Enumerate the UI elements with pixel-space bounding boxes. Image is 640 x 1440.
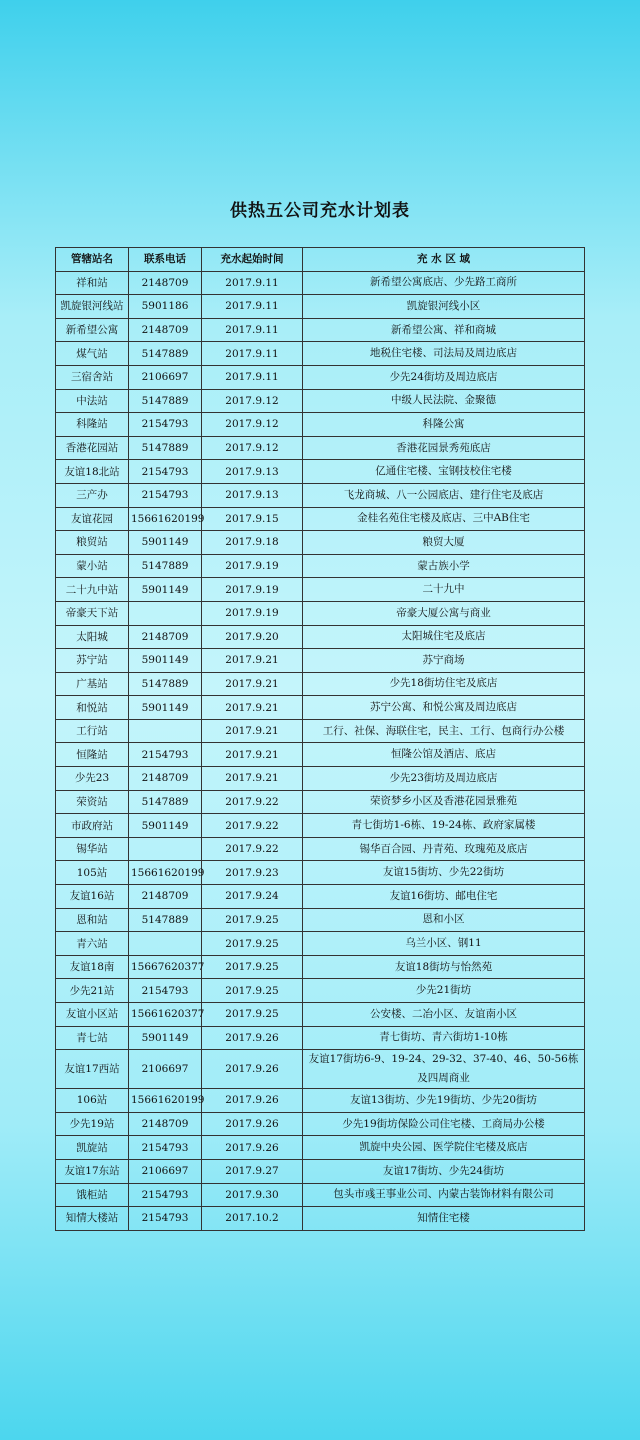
phone-cell: 2148709 <box>129 885 202 909</box>
phone-cell: 5901186 <box>129 295 202 319</box>
station-cell: 苏宁站 <box>56 649 129 673</box>
station-cell: 友谊17西站 <box>56 1050 129 1089</box>
station-cell: 友谊小区站 <box>56 1003 129 1027</box>
phone-cell: 5147889 <box>129 790 202 814</box>
table-row <box>56 743 585 767</box>
area-cell: 锡华百合园、丹青苑、玫瑰苑及底店 <box>303 837 585 861</box>
area-cell: 荣资梦乡小区及香港花园景雅苑 <box>303 790 585 814</box>
station-cell: 二十九中站 <box>56 578 129 602</box>
start-time-cell: 2017.9.25 <box>202 979 303 1003</box>
start-time-cell: 2017.9.22 <box>202 814 303 838</box>
station-cell: 香港花园站 <box>56 436 129 460</box>
station-cell: 106站 <box>56 1089 129 1113</box>
start-time-cell: 2017.9.26 <box>202 1050 303 1089</box>
phone-cell: 5901149 <box>129 578 202 602</box>
start-time-cell: 2017.9.26 <box>202 1089 303 1113</box>
station-cell: 广基站 <box>56 672 129 696</box>
phone-cell: 2148709 <box>129 271 202 295</box>
phone-cell <box>129 719 202 743</box>
station-cell: 少先23 <box>56 767 129 791</box>
table-row <box>56 1112 585 1136</box>
area-cell: 蒙古族小学 <box>303 554 585 578</box>
area-cell: 少先21街坊 <box>303 979 585 1003</box>
area-cell: 青七街坊1-6栋、19-24栋、政府家属楼 <box>303 814 585 838</box>
table-row <box>56 625 585 649</box>
start-time-cell: 2017.9.19 <box>202 601 303 625</box>
area-cell: 亿通住宅楼、宝钢技校住宅楼 <box>303 460 585 484</box>
header-station: 管辖站名 <box>56 248 129 272</box>
table-row <box>56 413 585 437</box>
table-row <box>56 578 585 602</box>
area-cell: 恩和小区 <box>303 908 585 932</box>
area-cell: 凯旋中央公园、医学院住宅楼及底店 <box>303 1136 585 1160</box>
phone-cell <box>129 932 202 956</box>
phone-cell: 5901149 <box>129 649 202 673</box>
table-row <box>56 271 585 295</box>
table-row <box>56 932 585 956</box>
table-row <box>56 861 585 885</box>
plan-table <box>55 247 585 1231</box>
station-cell: 新希望公寓 <box>56 318 129 342</box>
table-row <box>56 554 585 578</box>
area-cell: 科隆公寓 <box>303 413 585 437</box>
start-time-cell: 2017.9.11 <box>202 318 303 342</box>
phone-cell: 5147889 <box>129 554 202 578</box>
station-cell: 少先21站 <box>56 979 129 1003</box>
start-time-cell: 2017.9.25 <box>202 1003 303 1027</box>
station-cell: 青七站 <box>56 1026 129 1050</box>
station-cell: 粮贸站 <box>56 531 129 555</box>
area-cell: 少先23街坊及周边底店 <box>303 767 585 791</box>
start-time-cell: 2017.9.26 <box>202 1026 303 1050</box>
table-row <box>56 955 585 979</box>
station-cell: 恩和站 <box>56 908 129 932</box>
area-cell: 包头市彧王事业公司、内蒙古装饰材料有限公司 <box>303 1183 585 1207</box>
table-row <box>56 601 585 625</box>
start-time-cell: 2017.10.2 <box>202 1207 303 1231</box>
station-cell: 市政府站 <box>56 814 129 838</box>
phone-cell: 2154793 <box>129 979 202 1003</box>
area-cell: 工行、社保、海联住宅，民主、工行、包商行办公楼 <box>303 719 585 743</box>
start-time-cell: 2017.9.23 <box>202 861 303 885</box>
station-cell: 煤气站 <box>56 342 129 366</box>
table-row <box>56 1159 585 1183</box>
phone-cell: 2154793 <box>129 1207 202 1231</box>
area-cell: 友谊17街坊、少先24街坊 <box>303 1159 585 1183</box>
start-time-cell: 2017.9.12 <box>202 389 303 413</box>
phone-cell: 2154793 <box>129 460 202 484</box>
area-cell: 友谊16街坊、邮电住宅 <box>303 885 585 909</box>
table-row <box>56 767 585 791</box>
station-cell: 友谊16站 <box>56 885 129 909</box>
area-cell: 帝豪大厦公寓与商业 <box>303 601 585 625</box>
station-cell: 凯旋站 <box>56 1136 129 1160</box>
page-title: 供热五公司充水计划表 <box>230 201 410 221</box>
phone-cell: 2154793 <box>129 743 202 767</box>
phone-cell: 5147889 <box>129 389 202 413</box>
start-time-cell: 2017.9.12 <box>202 413 303 437</box>
start-time-cell: 2017.9.25 <box>202 932 303 956</box>
table-row <box>56 342 585 366</box>
phone-cell <box>129 601 202 625</box>
phone-cell: 2148709 <box>129 625 202 649</box>
area-cell: 中级人民法院、金聚德 <box>303 389 585 413</box>
phone-cell: 5147889 <box>129 436 202 460</box>
table-row <box>56 837 585 861</box>
phone-cell: 15661620377 <box>129 1003 202 1027</box>
start-time-cell: 2017.9.21 <box>202 696 303 720</box>
area-cell: 凯旋银河线小区 <box>303 295 585 319</box>
table-row <box>56 436 585 460</box>
start-time-cell: 2017.9.26 <box>202 1136 303 1160</box>
table-row <box>56 908 585 932</box>
station-cell: 太阳城 <box>56 625 129 649</box>
start-time-cell: 2017.9.21 <box>202 672 303 696</box>
start-time-cell: 2017.9.21 <box>202 743 303 767</box>
area-cell: 青七街坊、青六街坊1-10栋 <box>303 1026 585 1050</box>
phone-cell: 5147889 <box>129 908 202 932</box>
header-start-time: 充水起始时间 <box>202 248 303 272</box>
area-cell: 乌兰小区、钢11 <box>303 932 585 956</box>
start-time-cell: 2017.9.18 <box>202 531 303 555</box>
area-cell: 金桂名苑住宅楼及底店、三中AB住宅 <box>303 507 585 531</box>
start-time-cell: 2017.9.13 <box>202 483 303 507</box>
phone-cell: 2154793 <box>129 413 202 437</box>
area-cell: 地税住宅楼、司法局及周边底店 <box>303 342 585 366</box>
table-header-row <box>56 248 585 272</box>
station-cell: 帝豪天下站 <box>56 601 129 625</box>
station-cell: 恒隆站 <box>56 743 129 767</box>
table-row <box>56 979 585 1003</box>
table-row <box>56 885 585 909</box>
station-cell: 友谊花园 <box>56 507 129 531</box>
phone-cell: 2148709 <box>129 1112 202 1136</box>
table-row <box>56 483 585 507</box>
area-cell: 太阳城住宅及底店 <box>303 625 585 649</box>
phone-cell: 5901149 <box>129 531 202 555</box>
table-row <box>56 649 585 673</box>
table-row <box>56 1089 585 1113</box>
phone-cell: 5901149 <box>129 696 202 720</box>
table-row <box>56 1207 585 1231</box>
start-time-cell: 2017.9.13 <box>202 460 303 484</box>
table-row <box>56 365 585 389</box>
area-cell: 少先19街坊保险公司住宅楼、工商局办公楼 <box>303 1112 585 1136</box>
table-row <box>56 531 585 555</box>
table-row <box>56 295 585 319</box>
start-time-cell: 2017.9.25 <box>202 908 303 932</box>
area-cell: 香港花园景秀苑底店 <box>303 436 585 460</box>
phone-cell: 5147889 <box>129 342 202 366</box>
table-row <box>56 1003 585 1027</box>
station-cell: 锡华站 <box>56 837 129 861</box>
area-cell: 友谊17街坊6-9、19-24、29-32、37-40、46、50-56栋及四周商业 <box>303 1050 585 1089</box>
start-time-cell: 2017.9.25 <box>202 955 303 979</box>
area-cell: 恒隆公馆及酒店、底店 <box>303 743 585 767</box>
start-time-cell: 2017.9.26 <box>202 1112 303 1136</box>
table-row <box>56 507 585 531</box>
start-time-cell: 2017.9.11 <box>202 271 303 295</box>
start-time-cell: 2017.9.20 <box>202 625 303 649</box>
phone-cell: 5147889 <box>129 672 202 696</box>
phone-cell: 2154793 <box>129 1183 202 1207</box>
table-row <box>56 814 585 838</box>
table-row <box>56 1050 585 1089</box>
station-cell: 蒙小站 <box>56 554 129 578</box>
table-row <box>56 719 585 743</box>
phone-cell <box>129 837 202 861</box>
table-row <box>56 672 585 696</box>
area-cell: 知情住宅楼 <box>303 1207 585 1231</box>
start-time-cell: 2017.9.24 <box>202 885 303 909</box>
start-time-cell: 2017.9.21 <box>202 767 303 791</box>
station-cell: 105站 <box>56 861 129 885</box>
area-cell: 新希望公寓、祥和商城 <box>303 318 585 342</box>
phone-cell: 2148709 <box>129 767 202 791</box>
area-cell: 粮贸大厦 <box>303 531 585 555</box>
area-cell: 友谊13街坊、少先19街坊、少先20街坊 <box>303 1089 585 1113</box>
start-time-cell: 2017.9.15 <box>202 507 303 531</box>
phone-cell: 15667620377 <box>129 955 202 979</box>
area-cell: 公安楼、二冶小区、友谊南小区 <box>303 1003 585 1027</box>
station-cell: 饿柜站 <box>56 1183 129 1207</box>
start-time-cell: 2017.9.21 <box>202 719 303 743</box>
start-time-cell: 2017.9.21 <box>202 649 303 673</box>
table-row <box>56 1136 585 1160</box>
station-cell: 祥和站 <box>56 271 129 295</box>
phone-cell: 5901149 <box>129 1026 202 1050</box>
start-time-cell: 2017.9.11 <box>202 295 303 319</box>
station-cell: 荣资站 <box>56 790 129 814</box>
area-cell: 飞龙商城、八一公园底店、建行住宅及底店 <box>303 483 585 507</box>
start-time-cell: 2017.9.12 <box>202 436 303 460</box>
station-cell: 三宿舍站 <box>56 365 129 389</box>
station-cell: 友谊18南 <box>56 955 129 979</box>
header-area: 充 水 区 域 <box>303 248 585 272</box>
start-time-cell: 2017.9.22 <box>202 790 303 814</box>
table-row <box>56 1026 585 1050</box>
start-time-cell: 2017.9.19 <box>202 578 303 602</box>
station-cell: 少先19站 <box>56 1112 129 1136</box>
area-cell: 二十九中 <box>303 578 585 602</box>
table-row <box>56 389 585 413</box>
station-cell: 中法站 <box>56 389 129 413</box>
start-time-cell: 2017.9.19 <box>202 554 303 578</box>
area-cell: 友谊15街坊、少先22街坊 <box>303 861 585 885</box>
station-cell: 三产办 <box>56 483 129 507</box>
start-time-cell: 2017.9.11 <box>202 342 303 366</box>
phone-cell: 15661620199 <box>129 1089 202 1113</box>
start-time-cell: 2017.9.22 <box>202 837 303 861</box>
area-cell: 友谊18街坊与怡然苑 <box>303 955 585 979</box>
phone-cell: 15661620199 <box>129 507 202 531</box>
area-cell: 新希望公寓底店、少先路工商所 <box>303 271 585 295</box>
area-cell: 少先18街坊住宅及底店 <box>303 672 585 696</box>
header-phone: 联系电话 <box>129 248 202 272</box>
phone-cell: 2106697 <box>129 1159 202 1183</box>
phone-cell: 5901149 <box>129 814 202 838</box>
phone-cell: 2154793 <box>129 483 202 507</box>
station-cell: 友谊18北站 <box>56 460 129 484</box>
table-row <box>56 790 585 814</box>
station-cell: 工行站 <box>56 719 129 743</box>
table-row <box>56 1183 585 1207</box>
start-time-cell: 2017.9.30 <box>202 1183 303 1207</box>
phone-cell: 2148709 <box>129 318 202 342</box>
table-row <box>56 318 585 342</box>
phone-cell: 2154793 <box>129 1136 202 1160</box>
station-cell: 凯旋银河线站 <box>56 295 129 319</box>
area-cell: 少先24街坊及周边底店 <box>303 365 585 389</box>
station-cell: 友谊17东站 <box>56 1159 129 1183</box>
phone-cell: 2106697 <box>129 1050 202 1089</box>
area-cell: 苏宁商场 <box>303 649 585 673</box>
table-row <box>56 696 585 720</box>
station-cell: 科隆站 <box>56 413 129 437</box>
phone-cell: 15661620199 <box>129 861 202 885</box>
start-time-cell: 2017.9.11 <box>202 365 303 389</box>
table-row <box>56 460 585 484</box>
phone-cell: 2106697 <box>129 365 202 389</box>
station-cell: 青六站 <box>56 932 129 956</box>
area-cell: 苏宁公寓、和悦公寓及周边底店 <box>303 696 585 720</box>
station-cell: 知情大楼站 <box>56 1207 129 1231</box>
table-body <box>56 271 585 1230</box>
start-time-cell: 2017.9.27 <box>202 1159 303 1183</box>
station-cell: 和悦站 <box>56 696 129 720</box>
